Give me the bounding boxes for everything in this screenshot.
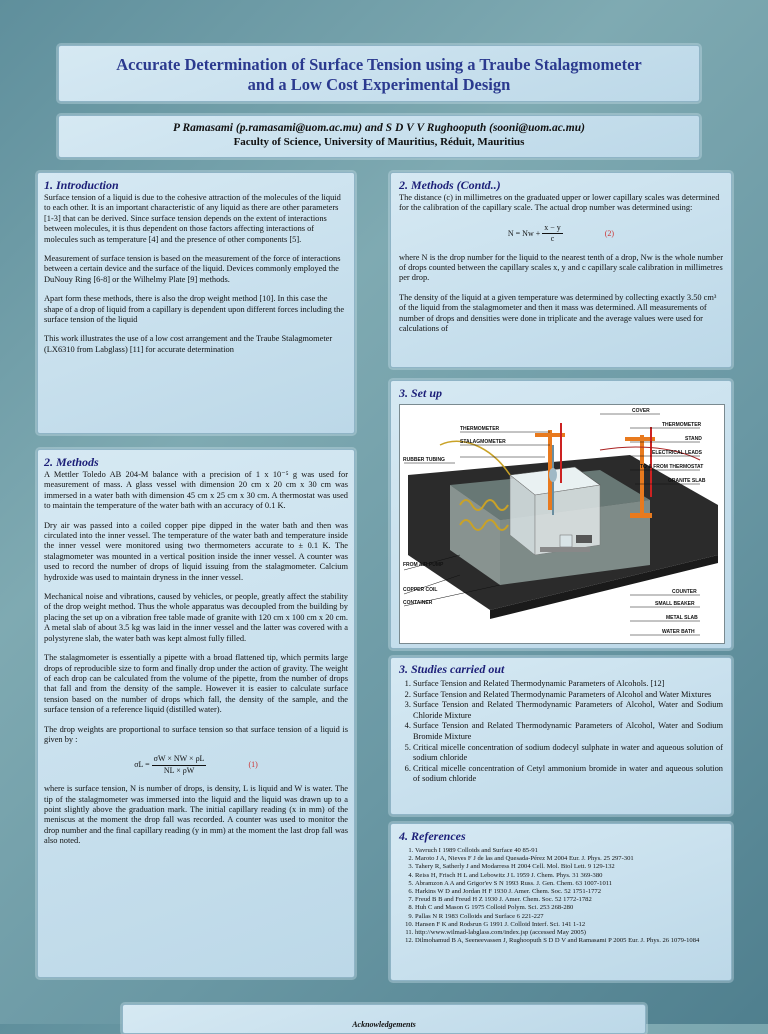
label-small-beaker: SMALL BEAKER <box>655 601 695 607</box>
methods-contd-body <box>399 193 723 334</box>
setup-diagram <box>399 404 725 644</box>
methods-contd-paragraph-3: The density of the liquid at a given temperature was determined by collecting exactly 3.50 cm³ of the liquid from the stalagmometer and then it mass was determined. All measurements of number of drops and densities were done in triplicate and the average values were used for calculations of <box>399 292 717 334</box>
apparatus-illustration <box>400 405 724 643</box>
label-metal-slab: METAL SLAB <box>666 615 698 621</box>
reference-item: 8. Huh C and Mason G 1975 Colloid Polym. Sci. 253 268-280 <box>415 904 723 912</box>
reference-item: 11. http://www.wilmad-labglass.com/index.jsp (accessed May 2005) <box>415 929 723 937</box>
acknowledgements-heading: Acknowledgements <box>352 1020 416 1029</box>
equation-2-numerator: x − y <box>542 223 563 234</box>
label-from-air-pump: FROM AIR PUMP <box>403 562 444 568</box>
reference-item: 2. Maroto J A, Nieves F J de las and Quesada-Pérez M 2004 Eur. J. Phys. 25 297-301 <box>415 855 723 863</box>
label-container: CONTAINER <box>403 600 433 606</box>
equation-1-denominator: NL × ρW <box>163 765 195 775</box>
equation-1 <box>44 754 348 776</box>
introduction-body <box>44 193 348 355</box>
list-item: 6. Critical micelle concentration of Cetyl ammonium bromide in water and aqueous solution of sodium chloride <box>413 764 723 785</box>
introduction-paragraph-2: Measurement of surface tension is based on the measurement of the force of interactions between a certain device and the surface of the liquid. Devices commonly employed the DuNouy Ring [6-8] or the Wilhelmy Plate [9] methods. <box>44 254 341 284</box>
metal-slab-shape <box>540 547 590 552</box>
label-cover: COVER <box>632 408 650 414</box>
list-item: 2. Surface Tension and Related Thermodynamic Parameters of Alcohol and Water Mixtures <box>413 690 723 701</box>
label-water-bath: WATER BATH <box>662 629 695 635</box>
equation-2-number: (2) <box>604 228 615 238</box>
stalagmometer-bulb <box>549 468 557 482</box>
authors-panel <box>58 115 700 158</box>
introduction-paragraph-1: Surface tension of a liquid is due to the cohesive attraction of the molecules of the liquid to each other. It is an important characteristic of any liquid as there are other parameters [1-3] that can be derived. Since surface tension depends on the extent of interactions between molecules, it is thus dependent on those factors affecting interactions of molecules such as temperature [4] and the presence of other components [5]. <box>44 193 341 244</box>
acknowledgements-panel <box>122 1004 646 1034</box>
methods-paragraph-1: A Mettler Toledo AB 204-M balance with a precision of 1 x 10⁻⁵ g was used for measurement of mass. A glass vessel with dimension 20 cm x 20 cm x 30 cm was immersed in a water bath with dimension 45 cm x 25 cm x 30 cm. A thermostat was used to maintain the temperature of the water bath with an accuracy of 0.1 K. <box>44 470 348 511</box>
label-electrical-leads: ELECTRICAL LEADS <box>652 450 702 456</box>
studies-heading: 3. Studies carried out <box>399 662 505 676</box>
thermometer-left <box>560 423 562 483</box>
label-stalagmometer: STALAGMOMETER <box>460 439 506 445</box>
label-counter: COUNTER <box>672 589 697 595</box>
list-item: 4. Surface Tension and Related Thermodynamic Parameters of Alcohol, Water and Sodium Bromide Mixture <box>413 721 723 742</box>
methods-contd-paragraph-2: where N is the drop number for the liquid to the nearest tenth of a drop, Nw is the whole number of drops counted between the capillary scales x, y and c capillary scale calibration in millimetres per drop. <box>399 252 723 283</box>
methods-heading: 2. Methods <box>44 455 99 469</box>
label-copper-coil: COPPER COIL <box>403 587 438 593</box>
reference-item: 6. Harkins W D and Jordan H F 1930 J. Amer. Chem. Soc. 52 1751-1772 <box>415 888 723 896</box>
label-thermometer-right: THERMOMETER <box>662 422 702 428</box>
reference-item: 12. Dilmohamud B A, Seeneevassen J, Rughooputh S D D V and Ramasami P 2005 Eur. J. Phys. 26 1079-1084 <box>415 937 723 945</box>
label-rubber-tubing: RUBBER TUBING <box>403 457 445 463</box>
reference-item: 7. Freud B B and Freud H Z 1930 J. Amer. Chem. Soc. 52 1772-1782 <box>415 896 723 904</box>
studies-list <box>399 679 723 785</box>
methods-paragraph-5: The drop weights are proportional to surface tension so that surface tension of a liquid is given by : <box>44 724 348 744</box>
methods-paragraph-6: where is surface tension, N is number of drops, is density, L is liquid and W is water. The tip of the stalagmometer was immersed into the liquid and the liquid was drawn up to a point slightly above the graduation mark. The initial capillary reading (x in mm) of the meniscus at the moment the drop fall was recorded. A counter was used to monitor the drop number and the final capillary reading (y in mm) at the moment the last drop fall was also noted. <box>44 784 348 846</box>
counter-shape <box>576 535 592 543</box>
methods-panel <box>37 449 355 978</box>
list-item: 5. Critical micelle concentration of sodium dodecyl sulphate in water and aqueous solution of sodium chloride <box>413 743 723 764</box>
references-panel <box>390 823 732 981</box>
reference-item: 1. Vavruch I 1989 Colloids and Surface 40 85-91 <box>415 847 723 855</box>
introduction-paragraph-3: Apart form these methods, there is also the drop weight method [10]. In this case the shape of a drop of liquid from a capillary is dependent upon different forces including the surface tension of the liquid <box>44 294 345 325</box>
label-thermometer-left: THERMOMETER <box>460 426 500 432</box>
introduction-panel <box>37 172 355 434</box>
reference-item: 5. Abramzon A A and Grigor'ev S N 1993 Russ. J. Gen. Chem. 63 1007-1011 <box>415 880 723 888</box>
title-panel <box>58 45 700 102</box>
equation-1-fraction <box>152 754 207 776</box>
setup-panel <box>390 380 732 649</box>
methods-paragraph-2: Dry air was passed into a coiled copper pipe dipped in the water bath and then was circulated into the inner vessel. The temperature of the water bath and temperature inside the inner vessel were monitored using two thermometers accurate to ± 0.1 K. The stalagmometer was mounted in a vertical position inside the inner vessel. A counter was used to record the number of drops of liquid issuing from the stalagmometer. Calcium hydroxide was used to maintain dryness in the inner vessel. <box>44 520 348 582</box>
equation-1-lhs: σL = <box>134 760 150 770</box>
reference-item: 3. Tahery R, Satherly J and Modarress H 2004 Cell. Mol. Biol Lett. 9 129-132 <box>415 863 723 871</box>
references-list <box>399 847 723 945</box>
studies-panel <box>390 657 732 815</box>
introduction-paragraph-4: This work illustrates the use of a low cost arrangement and the Traube Stalagmometer (LX6310 from Labglass) [11] for accurate determination <box>44 334 333 354</box>
equation-2-fraction <box>542 223 563 245</box>
reference-item: 9. Pallas N R 1983 Colloids and Surface 6 221-227 <box>415 913 723 921</box>
methods-contd-panel <box>390 172 732 368</box>
equation-2-lhs: N = Nw + <box>507 228 541 238</box>
methods-body <box>44 470 348 847</box>
poster-title <box>59 55 699 95</box>
introduction-heading: 1. Introduction <box>44 178 119 192</box>
references-heading: 4. References <box>399 829 466 843</box>
label-granite-slab: GRANITE SLAB <box>668 478 706 484</box>
equation-2-denominator: c <box>550 234 555 244</box>
methods-contd-heading: 2. Methods (Contd..) <box>399 178 501 192</box>
equation-2 <box>399 223 723 245</box>
methods-contd-paragraph-1: The distance (c) in millimetres on the graduated upper or lower capillary scales was determined for the calibration of the capillary scale. The actual drop number was determined using: <box>399 193 720 213</box>
stand-right-base <box>630 513 652 518</box>
title-line-2: and a Low Cost Experimental Design <box>247 75 511 94</box>
methods-paragraph-3: Mechanical noise and vibrations, caused by vehicles, or people, greatly affect the stability of the drop weight method. Thus the whole apparatus was decoupled from the building by placing the set up on a vibration free table made of granite with 120 cm x 100 cm x 20 cm. A metal slab of about 3.5 kg was laid in the inner vessel and the latter was covered with a polystyrene slab, the water bath was kept almost fully filled. <box>44 592 348 643</box>
reference-item: 4. Reiss H, Frisch H L and Lebowitz J L 1959 J. Chem. Phys. 31 369-380 <box>415 872 723 880</box>
thermometer-right <box>650 427 652 497</box>
label-to-thermostat: TO & FROM THERMOSTAT <box>640 464 704 470</box>
title-line-1: Accurate Determination of Surface Tension using a Traube Stalagmometer <box>116 55 642 74</box>
author-names: P Ramasami (p.ramasami@uom.ac.mu) and S D V V Rughooputh (sooni@uom.ac.mu) <box>173 122 585 134</box>
equation-1-number: (1) <box>248 760 258 770</box>
list-item: 3. Surface Tension and Related Thermodynamic Parameters of Alcohol, Water and Sodium Chloride Mixture <box>413 700 723 721</box>
list-item: 1. Surface Tension and Related Thermodynamic Parameters of Alcohols. [12] <box>413 679 723 690</box>
equation-1-numerator: σW × NW × ρL <box>152 754 207 765</box>
setup-heading: 3. Set up <box>399 386 443 400</box>
affiliation: Faculty of Science, University of Mauritius, Réduit, Mauritius <box>233 136 525 148</box>
label-stand-right: STAND <box>685 436 702 442</box>
methods-paragraph-4: The stalagmometer is essentially a pipette with a broad flattened tip, which permits large drops of reproducible size to form and finally drop under the action of gravity. The weight of each drop can be calculated from the volume of the pipette, from the number of drops that fall and from the density of the sample. However it is easier to calculate surface tension based on the number of drops which fall, the density of the sample, and the surface tension of a reference liquid (distilled water). <box>44 653 348 715</box>
reference-item: 10. Hansen F K and Rodsrun G 1991 J. Colloid Interf. Sci. 141 1-12 <box>415 921 723 929</box>
small-beaker-shape <box>560 535 572 547</box>
